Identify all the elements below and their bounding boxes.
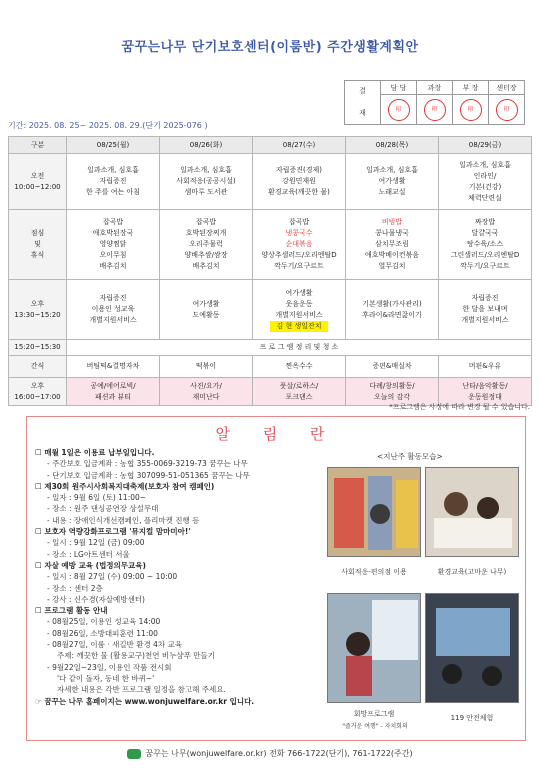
column-header: 08/27(수) — [253, 137, 346, 154]
cell-line: 양배추쌈/쌈장 — [184, 251, 228, 259]
cell-line: 배추김치 — [192, 262, 220, 270]
cell-line: 환경교육(깨끗한 물) — [268, 188, 330, 196]
cell-line: 및 — [34, 240, 41, 248]
notice-item: - 일자 : 9월 6일 (토) 11:00~ — [47, 493, 147, 503]
menu-cell — [253, 210, 346, 280]
notice-item: - 강사 : 신수경(자살예방센터) — [47, 594, 145, 604]
cell-line: 냉콩국수 — [285, 229, 313, 237]
cell-line: 순대볶음 — [285, 240, 313, 248]
photo-subcaption: "즐거운 여행" - 자치회의 — [342, 723, 408, 730]
cell-line: 잡곡밥 — [195, 218, 217, 226]
notice-title: 알 림 란 — [215, 425, 339, 443]
notice-list — [35, 447, 325, 707]
cell-line: 잡곡밥 — [102, 218, 124, 226]
notice-heading: ☞ 꿈꾸는 나무 홈페이지는 www.wonjuwelfare.or.kr 입니다. — [35, 696, 255, 706]
cell-line: 웃음운동 — [285, 299, 313, 308]
club-cell — [67, 378, 160, 406]
schedule-period: 기간: 2025. 08. 25~ 2025. 08. 29.(단기 2025-076 ) — [8, 121, 208, 130]
cell-line: 기본(건강) — [468, 182, 502, 191]
cell-line: 달걀국국 — [471, 229, 499, 237]
cell-line: 사회적응(공공시설) — [176, 177, 236, 185]
seal-stamp: 印 — [388, 99, 410, 121]
cell-line: 그린샐러드/오리엔탈D — [450, 251, 520, 259]
approval-signature — [381, 95, 417, 125]
cell-line: 난타/음악활동/ — [462, 381, 508, 390]
cell-line: 오전 — [30, 171, 45, 180]
notice-item: - 08월26일, 소방대피훈련 11:00 — [47, 628, 158, 638]
approval-signature — [417, 95, 453, 125]
schedule-cell — [439, 280, 532, 340]
cell-line: 일과소개, 심호흡 — [87, 166, 139, 174]
cell-line: 짜장밥 — [474, 218, 496, 226]
menu-cell — [439, 210, 532, 280]
photo-caption: 119 안전체험 — [450, 714, 494, 722]
snack-cell: 버팀떡&결명자차 — [67, 356, 160, 378]
cell-line: 점심 — [30, 229, 45, 237]
footer — [0, 748, 540, 759]
notice-item: - 일시 : 8월 27일 (수) 09:00 ~ 10:00 — [47, 572, 178, 582]
photo-caption: 회망프로그램 — [353, 710, 395, 718]
menu-cell — [346, 210, 439, 280]
cell-line: 오이무침 — [99, 251, 127, 259]
cleanup-cell: 프 로 그 램 정 리 및 청 소 — [67, 340, 532, 356]
notice-heading: ☐ 제30회 원주시사회복지대축제(보호자 참여 캠페인) — [35, 481, 215, 491]
column-header: 구분 — [9, 137, 67, 154]
birthday-highlight: 김 현 생일잔치 — [270, 321, 327, 332]
notice-item: - 일시 : 9월 12일 (금) 09:00 — [47, 538, 145, 548]
weekly-schedule-table — [8, 136, 532, 406]
approval-box — [344, 80, 525, 125]
notice-board — [26, 416, 526, 741]
schedule-cell — [253, 280, 346, 340]
gallery-title: <지난주 활동모습> — [377, 452, 443, 461]
cell-line: 도예활동 — [192, 310, 220, 319]
column-header: 08/29(금) — [439, 137, 532, 154]
cell-line: 재미난다 — [192, 392, 220, 401]
row-label-cleanup: 15:20~15:30 — [9, 340, 67, 356]
row-label-afternoon — [9, 280, 67, 340]
notice-item: - 장소 : 센터 2층 — [47, 583, 103, 593]
row-label-lunch — [9, 210, 67, 280]
schedule-cell — [346, 280, 439, 340]
cell-line: 깍두기/요구르트 — [274, 262, 324, 270]
schedule-cell — [160, 280, 253, 340]
schedule-note: *프로그램은 사정에 따라 변경 될 수 있습니다. — [389, 403, 530, 411]
notice-item: - 주간보호 입금계좌 : 농협 355-0069-3219-73 꿈꾸는 나무 — [47, 459, 248, 469]
cell-line: 기본생활(가사관리) — [362, 299, 422, 308]
notice-item: '다 같이 돌자, 동네 한 바퀴~' — [57, 673, 155, 683]
notice-item: - 장소 : 원주 댄싱공연장 상설무대 — [47, 504, 159, 514]
cell-line: 자립증진 — [471, 294, 499, 302]
notice-item: - 장소 : LG아트센터 서울 — [47, 549, 130, 559]
snack-cell: 떡볶이 — [160, 356, 253, 378]
cell-line: 다례/창의활동/ — [369, 381, 415, 390]
cell-line: 자립증진(경제) — [275, 166, 323, 174]
cell-line: 체력단련실 — [468, 193, 502, 202]
cell-line: 강원민재원 — [282, 177, 316, 185]
cell-line: 10:00~12:00 — [14, 182, 61, 191]
cell-line: 인라인/ — [473, 171, 497, 180]
approval-header: 부 장 — [453, 81, 489, 95]
schedule-cell — [439, 154, 532, 210]
menu-cell — [67, 210, 160, 280]
cell-line: 배추김치 — [99, 262, 127, 270]
notice-item: 주제: 깨끗한 물 (활용교구)천연 비누샴푸 만들기 — [57, 651, 215, 661]
cell-line: 비빔밥 — [381, 218, 403, 226]
schedule-cell — [67, 280, 160, 340]
cell-line: 오후 — [30, 381, 45, 390]
notice-heading: ☐ 자살 예방 교육 (법정의무교육) — [35, 560, 146, 570]
cell-line: 여가생활 — [192, 299, 220, 308]
approval-header: 담 당 — [381, 81, 417, 95]
schedule-cell-text — [275, 289, 322, 319]
schedule-cell — [67, 154, 160, 210]
cell-line: 자립증진 — [99, 294, 127, 302]
cell-line: 오늘의 감각 — [373, 392, 411, 401]
snack-cell: 머핀&우유 — [439, 356, 532, 378]
cell-line: 16:00~17:00 — [14, 392, 61, 401]
cell-line: 애호박베이컨볶음 — [364, 251, 420, 259]
notice-heading: ☐ 프로그램 활동 안내 — [35, 606, 108, 616]
notice-heading: ☐ 보호자 역량강화프로그램 '뮤지컬 맘마미아!' — [35, 527, 191, 537]
notice-item: - 단기보호 입금계좌 : 농협 307099-51-051365 꿈꾸는 나무 — [47, 470, 250, 480]
cell-line: 여가생활 — [378, 177, 406, 185]
cell-line: 개별지원서비스 — [89, 316, 137, 324]
notice-item: - 9월22일~23일, 이용인 작품 전시회 — [47, 662, 172, 672]
cell-line: 콩나물냉국 — [375, 229, 409, 237]
column-header: 08/28(목) — [346, 137, 439, 154]
notice-heading: ☐ 매월 1일은 이용료 납부일입니다. — [35, 448, 155, 457]
cell-line: 오리주물럭 — [189, 240, 223, 248]
notice-item: - 내용 : 장애인식개선캠페인, 플리마켓 진행 등 — [47, 515, 200, 525]
cell-line: 개별지원서비스 — [461, 316, 509, 324]
cell-line: 이용인 성교육 — [91, 305, 135, 313]
cell-line: 호박된장찌개 — [185, 229, 227, 237]
activity-photo-environment — [425, 467, 519, 557]
schedule-cell — [346, 154, 439, 210]
cell-line: 일과소개, 심호흡 — [459, 160, 511, 169]
cell-line: 사진/요가/ — [190, 381, 222, 390]
notice-item: - 08월27일, 이룸 · 새길반 환경 4차 교육 — [47, 640, 182, 650]
seal-stamp: 印 — [496, 99, 518, 121]
cell-line: 노래교실 — [378, 188, 406, 196]
cell-line: 양상추샐러드/오리엔탈D — [261, 251, 337, 259]
snack-cell: 찐옥수수 — [253, 356, 346, 378]
column-header: 08/26(화) — [160, 137, 253, 154]
cell-line: 탕수육/소스 — [466, 240, 504, 248]
cell-line: 일과소개, 심호흡 — [366, 166, 418, 174]
approval-header: 과장 — [417, 81, 453, 95]
club-cell — [253, 378, 346, 406]
column-header: 08/25(월) — [67, 137, 160, 154]
cell-line: 잡곡밥 — [288, 218, 310, 226]
photo-caption: 환경교육(고마운 나무) — [437, 568, 507, 576]
cell-line: 13:30~15:20 — [14, 310, 61, 319]
row-label-evening — [9, 378, 67, 406]
activity-photo-hope — [327, 593, 421, 703]
org-logo-icon — [127, 749, 141, 759]
menu-cell — [160, 210, 253, 280]
notice-item: 자세한 내용은 각반 프로그램 일정을 참고해 주세요. — [57, 685, 226, 695]
club-cell — [160, 378, 253, 406]
cell-line: 패션과 뷰티 — [94, 392, 132, 401]
seal-stamp: 印 — [460, 99, 482, 121]
cell-line: 영양찜닭 — [99, 240, 127, 248]
cell-line: 일과소개, 심호흡 — [180, 166, 232, 174]
cell-line: 휴식 — [30, 251, 45, 259]
approval-signature — [489, 95, 525, 125]
activity-photo-119 — [425, 593, 519, 703]
cell-line: 포크댄스 — [285, 392, 313, 401]
snack-cell: 증편&매실차 — [346, 356, 439, 378]
cell-line: 애호박된장국 — [92, 229, 134, 237]
cell-line: 자립증진 — [99, 177, 127, 185]
activity-photo-store — [327, 467, 421, 557]
notice-item: - 08월25일, 이용인 성교육 14:00 — [47, 617, 161, 627]
seal-stamp: 印 — [424, 99, 446, 121]
cell-line: 개별지원서비스 — [275, 310, 323, 319]
photo-caption: 사회적응-편의점 이용 — [341, 568, 407, 576]
approval-side-label: 결 재 — [345, 81, 381, 125]
cell-line: 풋살/로하스/ — [279, 381, 319, 390]
cell-line: 후라이&라면끓이기 — [362, 310, 422, 319]
footer-text: 꿈꾸는 나무(wonjuwelfare.or.kr) 전화 766-1722(단기), 761-1722(주간) — [145, 749, 413, 758]
cell-line: 열무김치 — [378, 262, 406, 270]
approval-header: 센터장 — [489, 81, 525, 95]
row-label-morning — [9, 154, 67, 210]
row-label-snack: 간식 — [9, 356, 67, 378]
schedule-cell — [160, 154, 253, 210]
cell-line: 운동원정대 — [468, 392, 502, 401]
cell-line: 오후 — [30, 299, 45, 308]
approval-signature — [453, 95, 489, 125]
page-title: 꿈꾸는나무 단기보호센터(이룸반) 주간생활계획안 — [121, 40, 419, 55]
schedule-cell — [253, 154, 346, 210]
cell-line: 삼치무조림 — [375, 240, 409, 248]
cell-line: 한 주를 여는 아침 — [85, 188, 140, 196]
cell-line: 샘마루 도서관 — [184, 188, 228, 196]
cell-line: 여가생활 — [285, 288, 313, 297]
cell-line: 공예/에어로빅/ — [90, 381, 136, 390]
cell-line: 한 달을 보내며 — [462, 305, 508, 313]
cell-line: 깍두기/요구르트 — [460, 262, 510, 270]
